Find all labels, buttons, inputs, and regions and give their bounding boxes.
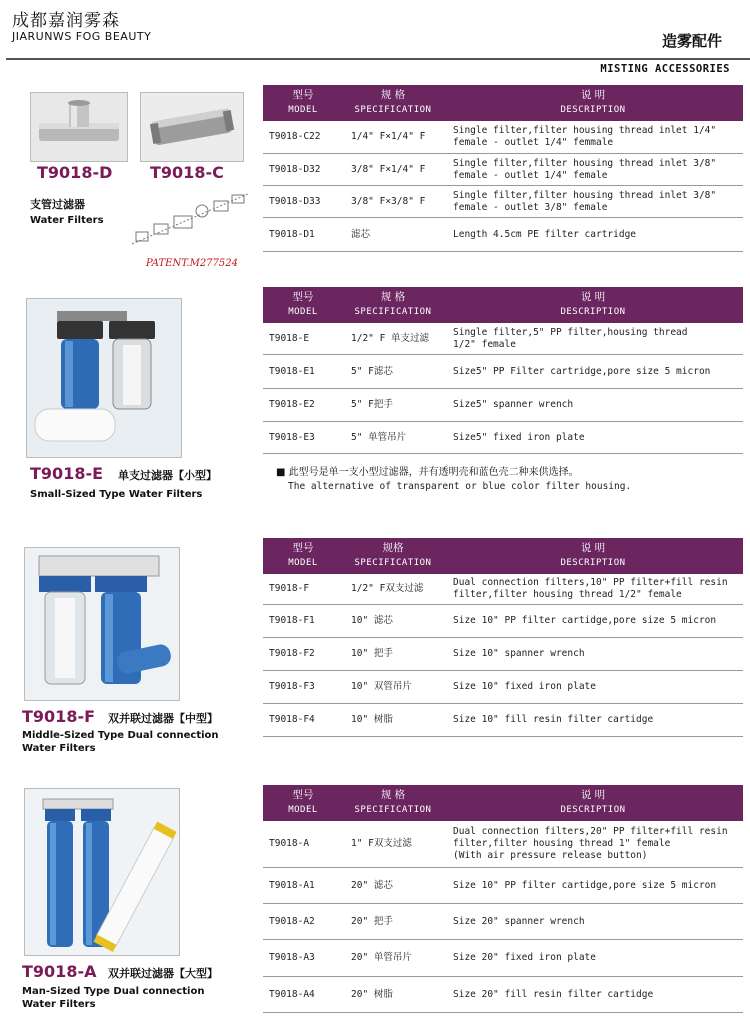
cell-desc: Single filter,filter housing thread inlet 1/4" female - outlet 1/4" femmale [453,125,717,148]
cell-model: T9018-D33 [269,195,321,207]
cell-desc: Size5" fixed iron plate [453,431,585,443]
table-row [263,355,743,389]
product-image-t9018-d [30,92,128,162]
cell-model: T9018-E3 [269,431,315,443]
cell-desc: Size 10" fill resin filter cartidge [453,714,654,725]
cell-desc: Single filter,filter housing thread inlet 3/8" female - outlet 3/8" female [453,189,717,213]
exploded-parts-drawing [130,192,250,250]
table-row [263,218,743,252]
cell-spec: 20" 把手 [351,915,393,927]
product-code-t9018-d: T9018-D [37,163,113,182]
cell-desc: Single filter,5" PP filter,housing thread 1/2" female [453,326,688,350]
product-image-t9018-a [24,788,180,956]
table-row [263,121,743,154]
product-code-t9018-c: T9018-C [150,163,224,182]
cell-model: T9018-F2 [269,648,315,659]
cell-spec: 10" 双管吊片 [351,681,412,692]
table-row [263,422,743,454]
patent-number: PATENT.M277524 [146,258,238,269]
cell-model: T9018-C22 [269,131,321,142]
header-model: 型号 MODEL [288,789,318,815]
cell-spec: 1/2" F 单支过滤 [351,332,430,344]
table-row [263,977,743,1013]
brand-name-en: JIARUNWS FOG BEAUTY [12,30,152,43]
cell-spec: 1/2" F双支过滤 [351,583,424,594]
header-specification: 规 格 SPECIFICATION [354,789,432,815]
table-header [263,538,743,574]
cell-desc: Size 10" spanner wrench [453,648,585,659]
header-description: 说 明 DESCRIPTION [560,542,626,568]
product-caption-en-1: Man-Sized Type Dual connection [22,986,205,997]
product-caption-en: Small-Sized Type Water Filters [30,489,203,500]
cell-desc: Size 20" fixed iron plate [453,952,596,963]
note-cn: ■ 此型号是单一支小型过滤器，并有透明壳和蓝色壳二种来供选择。 [276,467,579,478]
note-en: The alternative of transparent or blue color filter housing. [288,481,632,492]
page-subtitle: MISTING ACCESSORIES [600,63,730,75]
cell-model: T9018-F3 [269,681,315,692]
table-row [263,389,743,422]
table-row [263,868,743,904]
table-header [263,85,743,121]
cell-desc: Size5" PP Filter cartridge,pore size 5 micron [453,365,711,377]
table-row [263,940,743,977]
table-header [263,287,743,323]
table-row [263,904,743,940]
cell-model: T9018-F [269,583,310,594]
cell-spec: 1/4" F×1/4" F [351,131,426,142]
product-caption-cn: 双并联过滤器【中型】 [108,712,218,725]
cell-spec: 10" 滤芯 [351,615,393,626]
product-code-t9018-e: T9018-E [30,464,104,483]
cell-model: T9018-A [269,838,310,849]
table-row [263,704,743,737]
cell-desc: Dual connection filters,10" PP filter+fill resin filter,filter housing thread 1/2" female [453,577,728,600]
product-caption-cn: 单支过滤器【小型】 [118,469,217,482]
cell-desc: Size 10" PP filter cartidge,pore size 5 micron [453,879,717,891]
page-title: 造雾配件 [661,32,722,50]
cell-desc: Length 4.5cm PE filter cartridge [453,228,637,240]
product-caption-en: Water Filters [30,215,104,226]
cell-desc: Size 10" fixed iron plate [453,681,596,692]
product-image-t9018-c [140,92,244,162]
cell-spec: 5" 单管吊片 [351,431,407,443]
product-caption-cn: 双并联过滤器【大型】 [108,967,218,980]
cell-model: T9018-A2 [269,915,315,927]
product-code-t9018-f: T9018-F [22,707,96,726]
cell-model: T9018-A3 [269,952,315,963]
table-row [263,186,743,218]
header-description: 说 明 DESCRIPTION [560,291,626,317]
table-row [263,638,743,671]
product-caption-en-1: Middle-Sized Type Dual connection [22,730,219,741]
cell-model: T9018-F4 [269,714,315,725]
header-specification: 规 格 SPECIFICATION [354,291,432,317]
header-specification: 规 格 SPECIFICATION [354,89,432,115]
cell-spec: 滤芯 [351,228,371,240]
cell-spec: 10" 树脂 [351,714,393,725]
header-specification: 规格 SPECIFICATION [354,542,432,568]
cell-desc: Dual connection filters,20" PP filter+fill resin filter,filter housing thread 1" female (With air pressure release button) [453,826,728,861]
product-image-t9018-e [26,298,182,458]
cell-desc: Single filter,filter housing thread inlet 3/8" female - outlet 1/4" female [453,157,717,181]
header-model: 型号 MODEL [288,89,318,115]
cell-desc: Size 10" PP filter cartidge,pore size 5 micron [453,615,717,626]
header-model: 型号 MODEL [288,291,318,317]
table-row [263,323,743,355]
table-row [263,605,743,638]
table-row [263,154,743,186]
cell-model: T9018-E2 [269,399,315,410]
table-row [263,574,743,605]
table-header [263,785,743,821]
cell-desc: Size 20" spanner wrench [453,915,585,927]
cell-desc: Size 20" fill resin filter cartidge [453,988,654,1000]
brand-name-cn: 成都嘉润雾森 [12,11,120,31]
cell-model: T9018-A4 [269,988,315,1000]
cell-model: T9018-D1 [269,228,315,240]
cell-model: T9018-A1 [269,879,315,891]
cell-spec: 20" 单管吊片 [351,952,412,963]
cell-desc: Size5" spanner wrench [453,399,574,410]
product-code-t9018-a: T9018-A [22,962,97,981]
product-caption-cn: 支管过滤器 [30,198,85,211]
cell-spec: 1" F双支过滤 [351,838,412,849]
table-row [263,821,743,868]
header-model: 型号 MODEL [288,542,318,568]
cell-spec: 20" 树脂 [351,988,393,1000]
cell-spec: 10" 把手 [351,648,393,659]
product-caption-en-2: Water Filters [22,999,96,1010]
cell-spec: 5" F把手 [351,399,393,410]
header-description: 说 明 DESCRIPTION [560,89,626,115]
table-row [263,671,743,704]
header-description: 说 明 DESCRIPTION [560,789,626,815]
cell-spec: 5" F滤芯 [351,365,393,377]
product-caption-en-2: Water Filters [22,743,96,754]
cell-model: T9018-D32 [269,163,321,175]
cell-spec: 3/8" F×1/4" F [351,163,426,175]
product-image-t9018-f [24,547,180,701]
cell-model: T9018-F1 [269,615,315,626]
cell-model: T9018-E [269,332,310,344]
header-divider [6,58,750,60]
cell-model: T9018-E1 [269,365,315,377]
cell-spec: 20" 滤芯 [351,879,393,891]
cell-spec: 3/8" F×3/8" F [351,195,426,207]
